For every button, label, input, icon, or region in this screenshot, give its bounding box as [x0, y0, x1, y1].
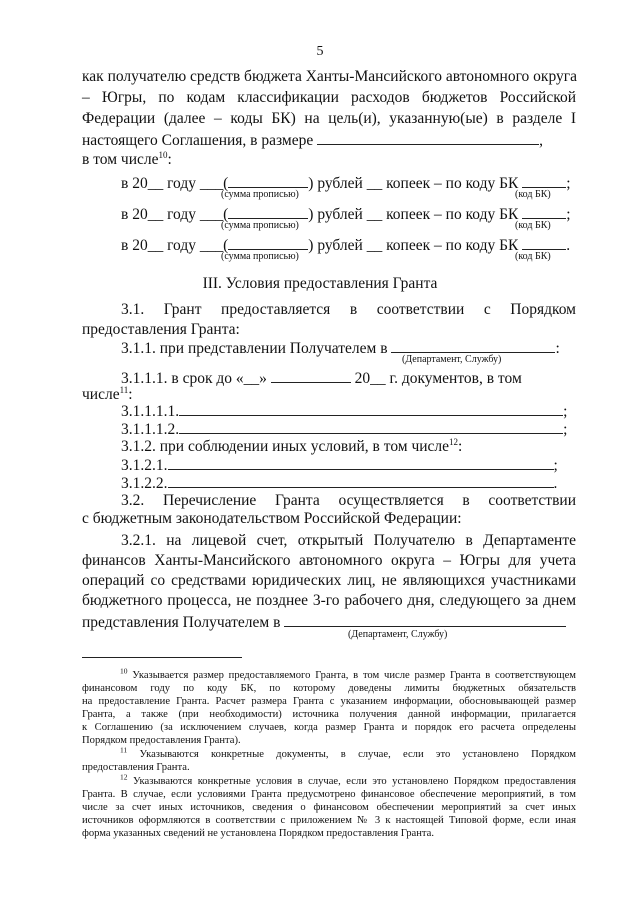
code-blank	[522, 173, 566, 188]
dept-caption: (Департамент, Службу)	[402, 354, 502, 365]
intro-line-2: – Югры, по кодам классификации расходов бюджетов Российской	[82, 89, 576, 106]
sum-blank	[228, 235, 308, 250]
intro-line-1: как получателю средств бюджета Ханты-Мансийского автономного округа	[82, 68, 577, 85]
code-caption: (код БК)	[515, 220, 551, 231]
footnote-12-line-2: Гранта. В случае, если условиями Гранта предусмотрено финансовое обеспечение мероприятий, в том	[82, 789, 576, 800]
amount-blank	[317, 130, 539, 145]
footnote-ref-12: 12	[449, 436, 459, 447]
item-3-1-1-1-2: 3.1.1.1.2. ;	[121, 421, 568, 438]
code-blank	[522, 204, 566, 219]
sum-caption: (сумма прописью)	[221, 189, 299, 200]
footnote-separator	[82, 657, 242, 658]
footnote-ref-11: 11	[119, 384, 129, 395]
footnote-10-line-4: Гранта, а также (при необходимости) источника получения данной информации, прилагается	[82, 709, 576, 720]
p321-line-5: представления Получателем в	[82, 612, 576, 632]
footnote-10-line-5: к Соглашению (за исключением случаев, когда размер Гранта и порядок его расчета определены	[82, 722, 576, 733]
p321-line-1: 3.2.1. на лицевой счет, открытый Получателю в Департаменте	[121, 532, 576, 549]
code-caption: (код БК)	[515, 251, 551, 262]
sum-blank	[228, 204, 308, 219]
p312-line: 3.1.2. при соблюдении иных условий, в том числе$^{12}$:	[121, 436, 463, 455]
footnote-12-line-3: числе за счет иных источников, сведения о финансовом обеспечении мероприятий за счет иных	[82, 802, 576, 813]
amount-row-1: в 20__ году ___( ) рублей __ копеек – по коду БК ;	[121, 175, 571, 192]
footnote-12-line-4: источников оформляются в соответствии с приложением № 3 к настоящей Типовой форме, если иная	[82, 815, 576, 826]
sum-blank	[228, 173, 308, 188]
text-blank	[179, 401, 563, 416]
dept-caption: (Департамент, Службу)	[348, 629, 448, 640]
p32-line-2: с бюджетным законодательством Российской Федерации:	[82, 510, 462, 527]
item-3-1-2-1: 3.1.2.1. ;	[121, 457, 558, 474]
amount-row-3: в 20__ году ___( ) рублей __ копеек – по коду БК .	[121, 237, 571, 254]
dept-blank	[284, 612, 566, 627]
footnote-10-line-6: Порядком предоставления Гранта).	[82, 735, 241, 746]
p321-line-4: бюджетного процесса, не позднее 3-го рабочего дня, следующего за днем	[82, 592, 576, 609]
text-blank	[168, 455, 554, 470]
footnote-10-line-1: $^{10}$ Указывается размер предоставляемого Гранта, в том числе размер Гранта в соответствующем	[120, 666, 576, 681]
sum-caption: (сумма прописью)	[221, 220, 299, 231]
text-blank	[168, 473, 554, 488]
amount-row-2: в 20__ году ___( ) рублей __ копеек – по коду БК ;	[121, 206, 571, 223]
date-blank	[271, 368, 351, 383]
p3111-line-2: числе$^{11}$:	[82, 384, 133, 403]
footnote-10-line-3: на предоставление Гранта. Расчет размера Гранта с указанием информации, обосновывающей размер	[82, 696, 576, 707]
code-blank	[522, 235, 566, 250]
text-blank	[179, 419, 563, 434]
footnote-12-line-5: форма указанных сведений не установлена Порядком предоставления Гранта.	[82, 828, 434, 839]
p3111-line-1: 3.1.1.1. в срок до «__» 20__ г. документов, в том	[121, 370, 522, 387]
intro-line-4: настоящего Соглашения, в размере ,	[82, 132, 543, 149]
intro-line-5-text: в том числе	[82, 151, 159, 168]
footnote-10-line-2: финансовом году по коду БК, по которому доведены лимиты бюджетных обязательств	[82, 683, 576, 694]
page-number: 5	[316, 44, 324, 59]
p31-line-1: 3.1. Грант предоставляется в соответствии с Порядком	[121, 301, 576, 318]
footnote-11-line-1: $^{11}$ Указываются конкретные документы, в случае, если это установлено Порядком	[120, 745, 576, 760]
item-3-1-2-2: 3.1.2.2. .	[121, 475, 558, 492]
dept-blank	[391, 338, 555, 353]
code-caption: (код БК)	[515, 189, 551, 200]
intro-line-5: в том числе$^{10}$:	[82, 149, 172, 168]
p311-line: 3.1.1. при представлении Получателем в :	[121, 340, 560, 357]
p321-line-3: операций со средствами юридических лиц, не являющихся участниками	[82, 572, 576, 589]
p321-line-2: финансов Ханты-Мансийского автономного округа – Югры для учета	[82, 552, 576, 569]
footnote-12-line-1: $^{12}$ Указываются конкретные условия в случае, если это установлено Порядком предоставления	[120, 772, 576, 787]
sum-caption: (сумма прописью)	[221, 251, 299, 262]
p32-line-1: 3.2. Перечисление Гранта осуществляется в соответствии	[121, 492, 576, 509]
footnote-ref-10: 10	[158, 149, 168, 160]
intro-line-3: Федерации (далее – коды БК) на цель(и), указанную(ые) в разделе I	[82, 110, 576, 127]
section-title: III. Условия предоставления Гранта	[202, 275, 438, 292]
intro-line-4-text: настоящего Соглашения, в размере	[82, 132, 314, 149]
footnote-11-line-2: предоставления Гранта.	[82, 762, 190, 773]
p31-line-2: предоставления Гранта:	[82, 321, 240, 338]
item-3-1-1-1-1: 3.1.1.1.1. ;	[121, 403, 568, 420]
